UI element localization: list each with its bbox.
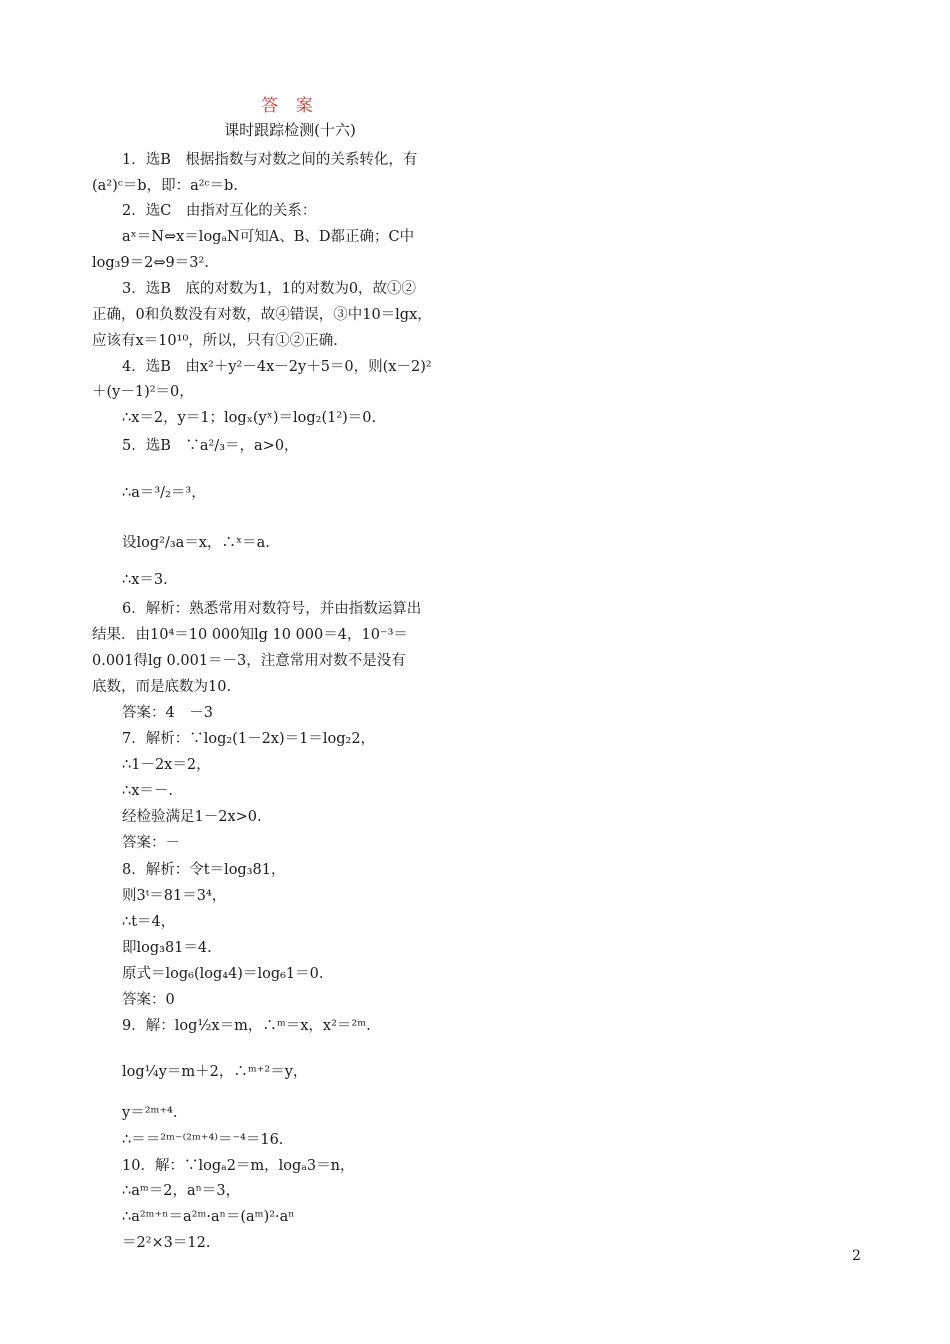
answer-line: 则3ᵗ＝81＝3⁴， [122,888,227,904]
answer-line: 即log₃81＝4. [122,940,212,956]
answer-line: 8．解析：令t＝log₃81， [122,862,286,878]
answer-line: y＝²ᵐ⁺⁴. [122,1105,178,1121]
answer-line: ∴a²ᵐ⁺ⁿ＝a²ᵐ·aⁿ＝(aᵐ)²·aⁿ [122,1209,295,1225]
answer-line: 3．选B 底的对数为1，1的对数为0，故①② [122,281,417,297]
answer-line: 9．解：log½x＝m，∴ᵐ＝x，x²＝²ᵐ. [122,1018,371,1034]
answer-line: 4．选B 由x²＋y²－4x－2y＋5＝0，则(x－2)² [122,359,432,375]
answer-line: 应该有x＝10¹⁰，所以，只有①②正确. [92,333,338,349]
answer-line: 5．选B ∵a²/₃＝，a>0， [122,438,299,454]
answer-line: ∴1－2x＝2， [122,757,211,773]
page-number: 2 [852,1248,861,1264]
answer-line: ∴a＝³/₂＝³， [122,485,206,501]
answer-line: 答案：0 [122,992,175,1008]
answer-line: (a²)ᶜ＝b，即：a²ᶜ＝b. [92,178,238,194]
answer-line: log₃9＝2⇔9＝3². [92,255,209,271]
answer-line: 6．解析：熟悉常用对数符号，并由指数运算出 [122,601,422,617]
answer-line: ∴x＝2，y＝1；logₓ(yˣ)＝log₂(1²)＝0. [122,410,377,426]
page-subtitle: 课时跟踪检测(十六) [224,121,356,139]
answer-line: 设log²/₃a＝x，∴ˣ＝a. [122,535,270,551]
answer-line: ∴x＝－. [122,783,174,799]
answer-line: log¼y＝m＋2，∴ᵐ⁺²＝y， [122,1064,308,1080]
answer-line: 答案：－ [122,835,180,851]
answer-line: 10．解：∵logₐ2＝m，logₐ3＝n， [122,1158,355,1174]
answer-line: 答案：4 －3 [122,705,213,721]
page-title: 答 案 [261,96,319,116]
answer-line: 底数，而是底数为10. [92,679,232,695]
answer-line: 1．选B 根据指数与对数之间的关系转化，有 [122,152,418,168]
answer-line: ＝2²×3＝12. [122,1235,211,1251]
answer-line: ∴t＝4， [122,914,176,930]
answer-line: ＋(y－1)²＝0， [92,384,194,400]
answer-line: 结果．由10⁴＝10 000知lg 10 000＝4，10⁻³＝ [92,627,408,643]
answer-line: ∴x＝3. [122,572,168,588]
answer-line: ∴aᵐ＝2，aⁿ＝3， [122,1183,241,1199]
answer-line: 7．解析：∵log₂(1－2x)＝1＝log₂2， [122,731,376,747]
answer-line: ∴＝＝²ᵐ⁻⁽²ᵐ⁺⁴⁾＝⁻⁴＝16. [122,1132,284,1148]
answer-line: 经检验满足1－2x>0. [122,809,262,825]
answer-line: 正确，0和负数没有对数，故④错误，③中10＝lgx， [92,307,432,323]
answer-line: 0.001得lg 0.001＝－3，注意常用对数不是没有 [92,653,406,669]
answer-line: aˣ＝N⇔x＝logₐN可知A、B、D都正确；C中 [122,229,415,245]
answer-line: 2．选C 由指对互化的关系： [122,203,317,219]
answer-line: 原式＝log₆(log₄4)＝log₆1＝0. [122,966,324,982]
